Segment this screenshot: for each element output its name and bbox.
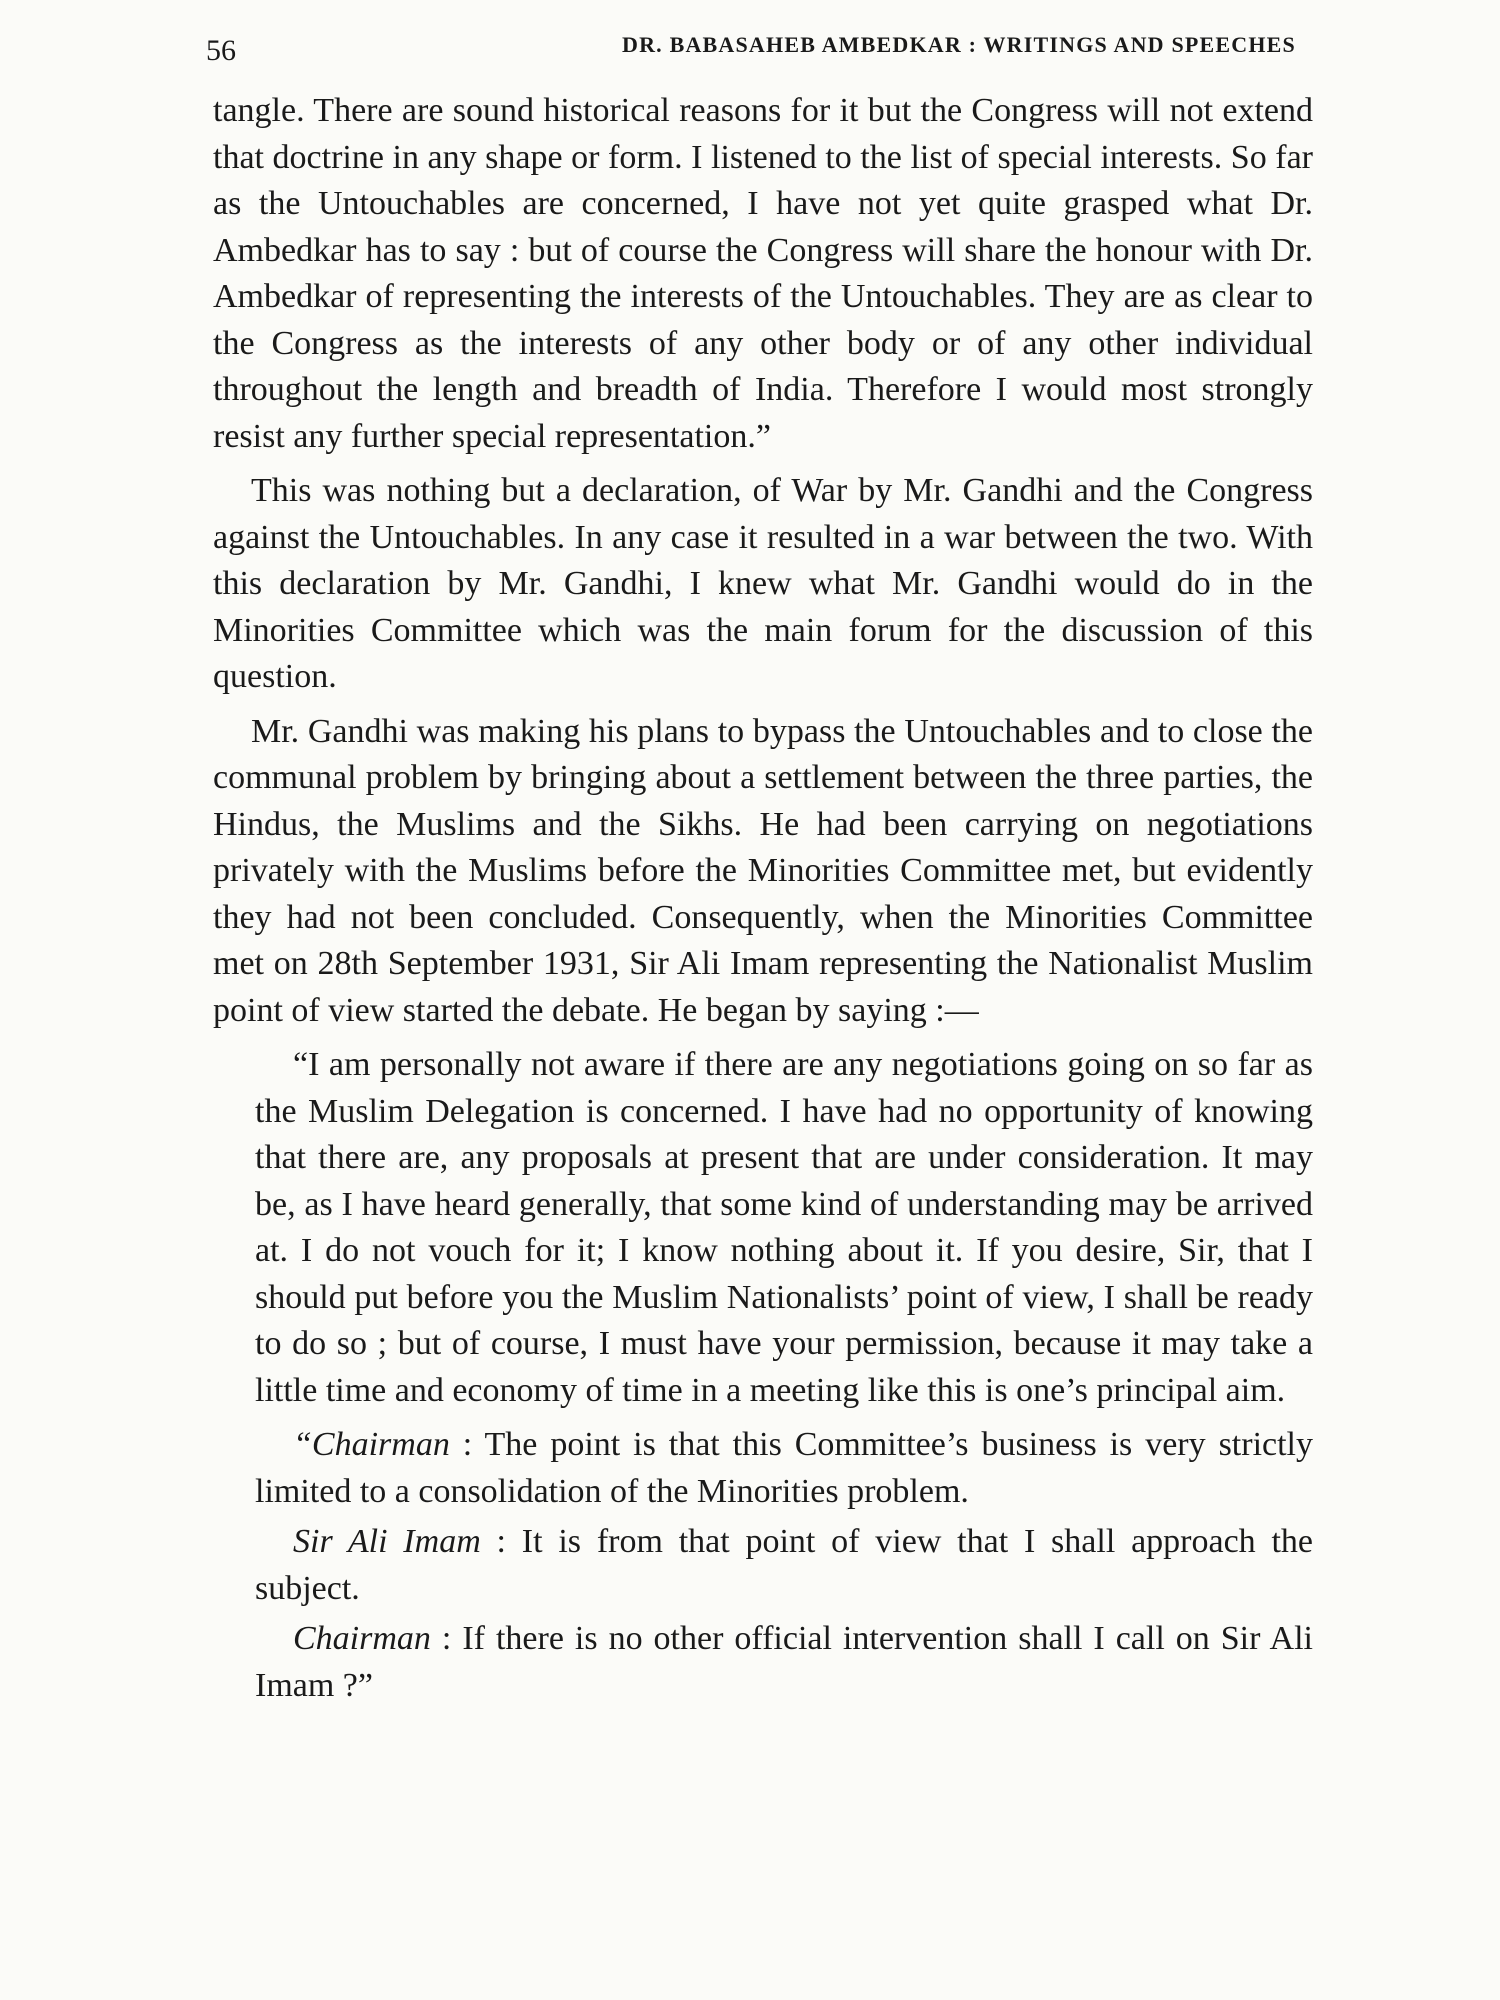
- page-number: 56: [206, 34, 236, 67]
- dialogue-line-ali-imam: [255, 1519, 1313, 1612]
- dialogue-line-chairman-2: [255, 1616, 1313, 1709]
- running-title: DR. BABASAHEB AMBEDKAR : WRITINGS AND SPEECHES: [622, 32, 1296, 57]
- dialogue-text: : It is from that point of view that I shall approach the subject.: [255, 1523, 1313, 1607]
- quote-ali-imam: “I am personally not aware if there are any negotiations going on so far as the Muslim Delegation is concerned. I have had no opportunity of knowing that there are, any proposals at present that are under consideration. It may be, as I have heard generally, that some kind of understanding may be arrived at. I do not vouch for it; I know nothing about it. If you desire, Sir, that I should put before you the Muslim Nationalists’ point of view, I shall be ready to do so ; but of course, I must have your permission, because it may take a little time and economy of time in a meeting like this is one’s principal aim.: [255, 1046, 1313, 1409]
- paragraph-continued: tangle. There are sound historical reasons for it but the Congress will not extend that doctrine in any shape or form. I listened to the list of special interests. So far as the Untouchables are concerned, I have not yet quite grasped what Dr. Ambedkar has to say : but of course the Congress will share the honour with Dr. Ambedkar of representing the interests of the Untouchables. They are as clear to the Congress as the interests of any other body or of any other individual throughout the length and breadth of India. Therefore I would most strongly resist any further special representation.”: [213, 92, 1313, 455]
- paragraph-declaration: This was nothing but a declaration, of War by Mr. Gandhi and the Congress against the Untouchables. In any case it resulted in a war between the two. With this declaration by Mr. Gandhi, I knew what Mr. Gandhi would do in the Minorities Committee which was the main forum for the discussion of this question.: [213, 472, 1313, 695]
- dialogue-text: : If there is no other official intervention shall I call on Sir Ali Imam ?”: [255, 1620, 1313, 1704]
- paragraph-negotiations: Mr. Gandhi was making his plans to bypass the Untouchables and to close the communal problem by bringing about a settlement between the three parties, the Hindus, the Muslims and the Sikhs. He had been carrying on negotiations privately with the Muslims before the Minorities Committee met, but evidently they had not been concluded. Consequently, when the Minorities Committee met on 28th September 1931, Sir Ali Imam representing the Nationalist Muslim point of view started the debate. He began by saying :—: [213, 712, 1313, 1029]
- speaker-name: Sir Ali Imam: [293, 1523, 481, 1560]
- speaker-name: Chairman: [293, 1620, 431, 1657]
- speaker-name: “Chairman: [293, 1426, 450, 1463]
- body-text: [213, 88, 1313, 1709]
- dialogue-text: : The point is that this Committee’s business is very strictly limited to a consolidation of the Minorities problem.: [255, 1426, 1313, 1510]
- page-header: [0, 28, 1500, 78]
- dialogue-line-chairman-1: [255, 1422, 1313, 1515]
